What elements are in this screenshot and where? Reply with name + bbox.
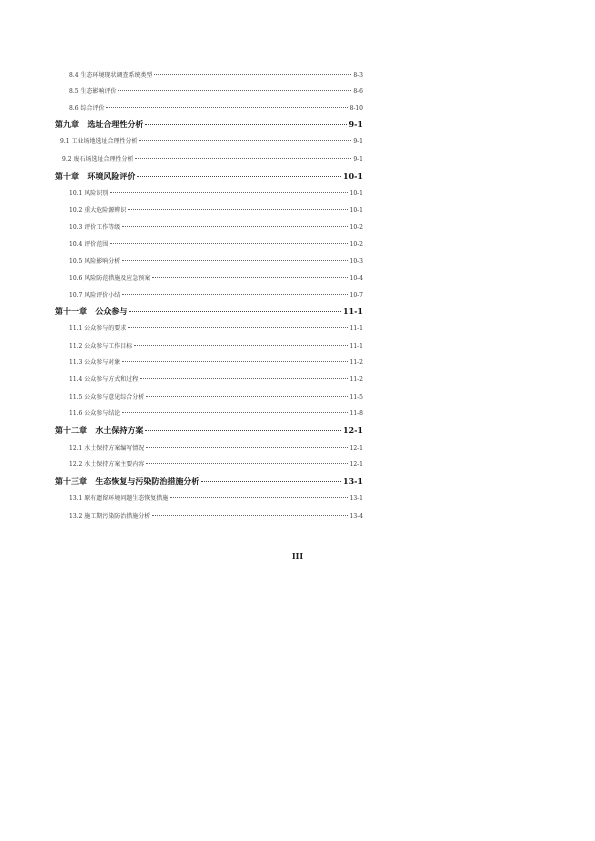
toc-entry-label: 废石场选址合理性分析 <box>73 156 134 163</box>
toc-entry-title <box>55 171 135 182</box>
toc-entry-label: 公众参与 <box>95 306 128 316</box>
toc-entry-label: 水土保持方案编写情况 <box>84 445 145 452</box>
toc-section-entry[interactable] <box>69 443 363 452</box>
toc-page-number: 8-3 <box>353 72 363 79</box>
toc-entry-number: 10.3 <box>69 224 83 231</box>
toc-entry-number: 10.4 <box>69 241 83 248</box>
toc-entry-label: 公众参与的要求 <box>84 325 127 332</box>
toc-page-number: 11-8 <box>349 410 363 417</box>
toc-page-number: 9-1 <box>353 138 363 145</box>
toc-section-entry[interactable] <box>69 205 363 214</box>
leader-dots <box>122 226 347 227</box>
toc-entry-number: 8.6 <box>69 105 79 112</box>
toc-page-number: 11-1 <box>349 343 363 350</box>
toc-page-number: 11-2 <box>349 376 363 383</box>
toc-entry-title <box>62 154 133 163</box>
toc-section-entry[interactable] <box>69 357 363 366</box>
toc-entry-label: 重大危险源辨识 <box>84 207 127 214</box>
toc-page-number: 12-1 <box>342 425 363 435</box>
toc-page-number: 12-1 <box>349 461 363 468</box>
leader-dots <box>170 497 347 498</box>
toc-entry-title <box>69 188 108 197</box>
toc-entry-label: 评价范围 <box>84 241 109 248</box>
leader-dots <box>145 124 346 125</box>
toc-entry-number: 11.2 <box>69 343 83 350</box>
toc-entry-label: 水土保持方案 <box>95 425 144 435</box>
toc-entry-title <box>69 323 126 332</box>
toc-entry-label: 生态环境现状调查系统类型 <box>80 72 153 79</box>
toc-entry-label: 风险评价小结 <box>84 292 121 299</box>
toc-page-number: 10-1 <box>349 190 363 197</box>
toc-page-number: 12-1 <box>349 445 363 452</box>
toc-entry-title <box>69 222 120 231</box>
leader-dots <box>139 140 351 141</box>
toc-page-number: 13-1 <box>342 476 363 486</box>
toc-section-entry[interactable] <box>62 154 363 163</box>
toc-section-entry[interactable] <box>69 374 363 383</box>
toc-entry-number: 9.2 <box>62 156 72 163</box>
toc-section-entry[interactable] <box>69 493 363 502</box>
toc-entry-label: 公众参与对象 <box>84 359 121 366</box>
toc-entry-label: 原有遗留环境问题生态恢复措施 <box>84 495 169 502</box>
toc-entry-label: 综合评价 <box>80 105 105 112</box>
leader-dots <box>122 361 347 362</box>
toc-page-number: 10-1 <box>349 207 363 214</box>
leader-dots <box>146 463 347 464</box>
toc-chapter-entry[interactable] <box>55 425 363 436</box>
toc-entry-title <box>69 290 120 299</box>
toc-section-entry[interactable] <box>69 256 363 265</box>
leader-dots <box>154 74 351 75</box>
toc-entry-title <box>69 511 150 520</box>
leader-dots <box>146 396 347 397</box>
leader-dots <box>110 192 347 193</box>
toc-page-number: 11-5 <box>349 394 363 401</box>
toc-entry-title <box>60 136 137 145</box>
toc-entry-title <box>69 205 126 214</box>
toc-entry-number: 12.1 <box>69 445 83 452</box>
toc-entry-title <box>55 306 127 317</box>
toc-page-number: 13-4 <box>349 513 363 520</box>
toc-section-entry[interactable] <box>69 70 363 79</box>
toc-page-number: 10-2 <box>349 224 363 231</box>
toc-entry-number: 11.6 <box>69 410 83 417</box>
toc-entry-label: 生态影响评价 <box>80 88 117 95</box>
toc-section-entry[interactable] <box>69 392 363 401</box>
toc-entry-number: 10.2 <box>69 207 83 214</box>
leader-dots <box>128 209 347 210</box>
toc-section-entry[interactable] <box>69 86 363 95</box>
toc-entry-label: 公众参与工作目标 <box>84 343 133 350</box>
toc-entry-number: 11.1 <box>69 325 83 332</box>
toc-entry-number: 10.5 <box>69 258 83 265</box>
leader-dots <box>129 311 341 312</box>
toc-section-entry[interactable] <box>60 136 363 145</box>
toc-section-entry[interactable] <box>69 290 363 299</box>
toc-page-number: 10-4 <box>349 275 363 282</box>
toc-page-number: 9-1 <box>353 156 363 163</box>
toc-entry-label: 生态恢复与污染防治措施分析 <box>95 476 200 486</box>
toc-chapter-entry[interactable] <box>55 306 363 317</box>
leader-dots <box>122 294 347 295</box>
toc-entry-label: 公众参与方式和过程 <box>84 376 139 383</box>
toc-page-number: 10-2 <box>349 241 363 248</box>
toc-chapter-entry[interactable] <box>55 119 363 130</box>
toc-entry-number: 11.3 <box>69 359 83 366</box>
toc-entry-number: 第十三章 <box>55 476 87 486</box>
toc-section-entry[interactable] <box>69 459 363 468</box>
toc-entry-title <box>55 119 143 130</box>
toc-entry-title <box>55 476 199 487</box>
toc-page-number: 10-7 <box>349 292 363 299</box>
toc-entry-number: 9.1 <box>60 138 70 145</box>
toc-section-entry[interactable] <box>69 341 363 350</box>
toc-entry-number: 11.5 <box>69 394 83 401</box>
toc-chapter-entry[interactable] <box>55 171 363 182</box>
leader-dots <box>122 412 347 413</box>
toc-section-entry[interactable] <box>69 323 363 332</box>
toc-page-number: 8-6 <box>353 88 363 95</box>
leader-dots <box>118 90 351 91</box>
toc-entry-number: 8.5 <box>69 88 79 95</box>
toc-entry-number: 第九章 <box>55 119 79 129</box>
toc-entry-number: 8.4 <box>69 72 79 79</box>
toc-page-number: 10-1 <box>342 171 363 181</box>
leader-dots <box>146 447 347 448</box>
toc-page-number: 13-1 <box>349 495 363 502</box>
toc-section-entry[interactable] <box>69 273 363 282</box>
toc-entry-number: 13.2 <box>69 513 83 520</box>
toc-entry-label: 水土保持方案主要内容 <box>84 461 145 468</box>
leader-dots <box>201 481 341 482</box>
toc-entry-number: 11.4 <box>69 376 83 383</box>
leader-dots <box>134 345 347 346</box>
toc-entry-title <box>69 443 144 452</box>
toc-section-entry[interactable] <box>69 239 363 248</box>
toc-page-number: 10-3 <box>349 258 363 265</box>
toc-entry-label: 工业场地选址合理性分析 <box>71 138 138 145</box>
toc-entry-title <box>55 425 143 436</box>
toc-page-number: 11-2 <box>349 359 363 366</box>
toc-entry-label: 公众参与意见综合分析 <box>84 394 145 401</box>
toc-entry-title <box>69 357 120 366</box>
leader-dots <box>140 378 347 379</box>
toc-entry-title <box>69 273 150 282</box>
toc-page-number: 9-1 <box>348 119 363 129</box>
toc-entry-title <box>69 86 116 95</box>
toc-entry-title <box>69 239 108 248</box>
toc-entry-label: 风险防范措施及应急预案 <box>84 275 151 282</box>
toc-entry-title <box>69 256 120 265</box>
toc-entry-label: 环境风险评价 <box>87 171 136 181</box>
toc-page-number: 11-1 <box>349 325 363 332</box>
toc-page-number: 11-1 <box>342 306 363 316</box>
leader-dots <box>122 260 347 261</box>
toc-entry-number: 第十二章 <box>55 425 87 435</box>
toc-entry-title <box>69 392 144 401</box>
leader-dots <box>110 243 347 244</box>
toc-entry-title <box>69 459 144 468</box>
toc-section-entry[interactable] <box>69 408 363 417</box>
toc-entry-title <box>69 341 132 350</box>
toc-entry-number: 10.6 <box>69 275 83 282</box>
toc-entry-label: 风险识别 <box>84 190 109 197</box>
toc-entry-title <box>69 103 104 112</box>
toc-entry-label: 风险影响分析 <box>84 258 121 265</box>
toc-entry-label: 选址合理性分析 <box>87 119 144 129</box>
toc-entry-title <box>69 374 138 383</box>
leader-dots <box>152 277 347 278</box>
page-number: III <box>291 551 304 561</box>
leader-dots <box>128 327 347 328</box>
leader-dots <box>145 430 341 431</box>
toc-page-number: 8-10 <box>349 105 363 112</box>
toc-section-entry[interactable] <box>69 188 363 197</box>
toc-entry-label: 施工期污染防治措施分析 <box>84 513 151 520</box>
toc-entry-label: 公众参与结论 <box>84 410 121 417</box>
toc-entry-number: 第十一章 <box>55 306 87 316</box>
leader-dots <box>106 107 347 108</box>
toc-entry-number: 10.1 <box>69 190 83 197</box>
toc-entry-number: 第十章 <box>55 171 79 181</box>
leader-dots <box>137 176 341 177</box>
toc-entry-number: 13.1 <box>69 495 83 502</box>
toc-entry-title <box>69 493 168 502</box>
toc-section-entry[interactable] <box>69 222 363 231</box>
toc-chapter-entry[interactable] <box>55 476 363 487</box>
toc-entry-number: 10.7 <box>69 292 83 299</box>
leader-dots <box>152 515 347 516</box>
toc-entry-title <box>69 70 152 79</box>
toc-entry-number: 12.2 <box>69 461 83 468</box>
toc-entry-label: 评价工作等级 <box>84 224 121 231</box>
leader-dots <box>135 158 351 159</box>
toc-section-entry[interactable] <box>69 511 363 520</box>
toc-entry-title <box>69 408 120 417</box>
toc-section-entry[interactable] <box>69 103 363 112</box>
